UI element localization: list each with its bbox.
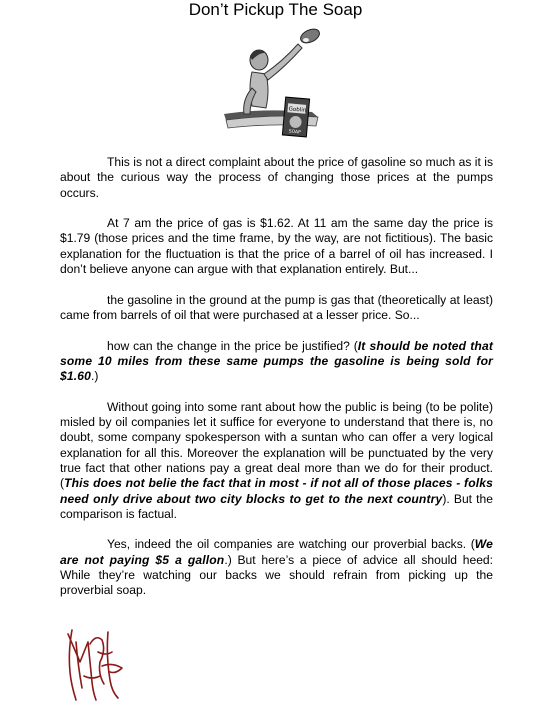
paragraph-3: the gasoline in the ground at the pump is gas that (theoretically at least) came from barrels of oil that were purchased at a lesser price. So... xyxy=(60,292,493,322)
paragraph-6-emphasis: We are not paying $5 a gallon xyxy=(60,537,493,567)
signature-strokes xyxy=(68,630,122,700)
paragraph-6-text: Yes, indeed the oil companies are watching our proverbial backs. ( xyxy=(107,537,475,552)
boy-with-soap-illustration xyxy=(222,22,332,146)
handwritten-signature xyxy=(62,622,126,706)
paragraph-1: This is not a direct complaint about the price of gasoline so much as it is about the curious way the process of changing those prices at the pumps occurs. xyxy=(60,155,493,200)
soap-box-label: Goblin xyxy=(288,106,307,114)
paragraph-4-emphasis: It should be noted that some 10 miles from these same pumps the gasoline is being sold for $1.60 xyxy=(60,338,494,384)
paragraph-5-emphasis: This does not belie the fact that in most - if not all of those places - folks need only drive about two city blocks to get to the next country xyxy=(60,476,493,506)
paragraph-2: At 7 am the price of gas is $1.62. At 11 am the same day the price is $1.79 (those prices and the time frame, by the way, are not fictitious). The basic explanation for the fluctuation is that the price of a barrel of oil has increased. I don’t believe anyone can argue with that explanation entirely. But... xyxy=(60,216,493,277)
paragraph-5-tail: ). But the comparison is factual. xyxy=(60,491,493,521)
soap-box-sublabel: SOAP xyxy=(288,129,301,136)
paragraph-6-tail: .) But here’s a piece of advice all should heed: While they’re watching our backs we should refrain from picking up the proverbial soap. xyxy=(60,552,494,598)
paragraph-6 xyxy=(60,537,493,598)
article-body xyxy=(60,155,493,614)
paragraph-4-tail: .) xyxy=(91,369,99,384)
page-title: Don’t Pickup The Soap xyxy=(188,0,363,19)
paragraph-5 xyxy=(60,400,493,522)
paragraph-4 xyxy=(60,339,493,385)
paragraph-5-text: Without going into some rant about how the public is being (to be polite) misled by oil companies let it suffice for everyone to understand that there is, no doubt, some company spokesperson with a suntan who can offer a very logical explanation for all this. Moreover the explanation will be punctuated by the very true fact that other nations pay a great deal more than we do for their product. ( xyxy=(60,399,493,491)
paragraph-4-text: how can the change in the price be justified? ( xyxy=(107,338,358,353)
